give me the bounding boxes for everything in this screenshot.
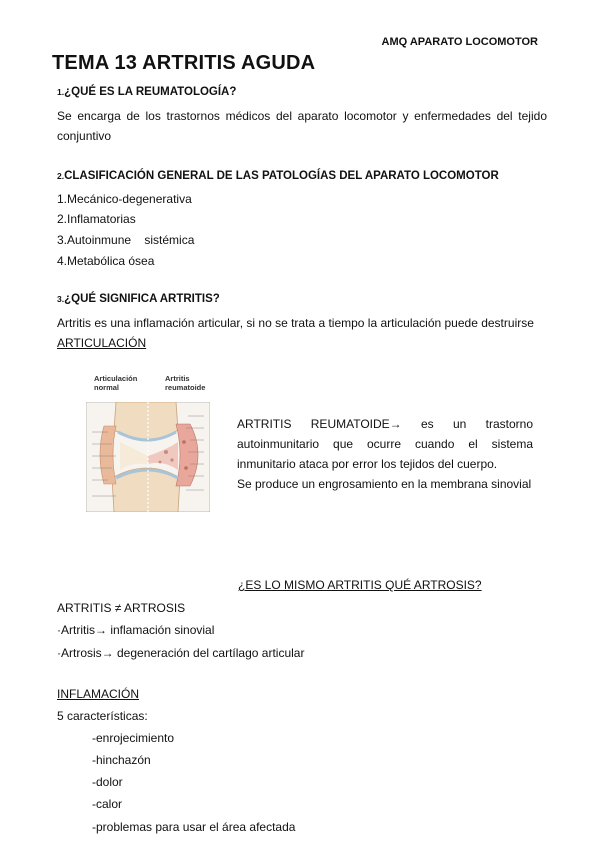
ra-definition: ARTRITIS REUMATOIDE→ es un trastorno autoinmunitario que ocurre cuando el sistema inmunitario ataca por error los tejidos del cuerpo. [237,417,533,471]
inflammation-dot [159,461,162,464]
inflammation-heading: INFLAMACIÓN [57,687,140,701]
classification-item-4: 4.Metabólica ósea [57,254,155,268]
characteristic-item: -enrojecimiento [92,731,175,745]
page-title: TEMA 13 ARTRITIS AGUDA [52,52,316,74]
comparison-line-2: ·Artritis→ inflamación sinovial [57,623,215,637]
section3-title: ¿QUÉ SIGNIFICA ARTRITIS? [64,293,220,305]
section1-number: 1. [57,87,65,97]
characteristic-item: -problemas para usar el área afectada [92,820,296,834]
rheumatoid-arthritis-text [237,414,533,494]
course-header: AMQ APARATO LOCOMOTOR [381,36,538,48]
articulation-subheading: ARTICULACIÓN [57,336,147,350]
classification-item-1: 1.Mecánico-degenerativa [57,192,192,206]
inflammation-dot [164,450,168,454]
classification-item-2: 2.Inflamatorias [57,212,136,226]
characteristic-item: -calor [92,797,123,811]
section3-number: 3. [57,294,65,304]
ra-synovial: Se produce un engrosamiento en la membrana sinovial [237,477,532,491]
section1-title: ¿QUÉ ES LA REUMATOLOGÍA? [64,86,237,98]
arthritis-vs-arthrosis-question: ¿ES LO MISMO ARTRITIS QUÉ ARTROSIS? [238,578,482,592]
section1-heading [57,86,236,98]
characteristic-item: -hinchazón [92,753,151,767]
figure-label-ra-line1: Artritis [165,374,190,383]
section3-text: Artritis es una inflamación articular, si no se trata a tiempo la articulación puede destruirse [57,316,534,330]
figure-label-normal-line1: Articulación [94,374,138,383]
section1-text: Se encarga de los trastornos médicos del aparato locomotor y enfermedades del tejido conjuntivo [57,109,547,143]
section2-title: CLASIFICACIÓN GENERAL DE LAS PATOLOGÍAS DEL APARATO LOCOMOTOR [64,170,499,182]
section3-heading [57,293,220,305]
inflammation-dot [184,466,188,470]
inflammation-intro: 5 características: [57,709,148,723]
figure-label-ra-line2: reumatoide [165,383,206,392]
characteristic-item: -dolor [92,775,123,789]
inflammation-dot [182,440,186,444]
comparison-line-3: ·Artrosis→ degeneración del cartílago articular [57,646,305,660]
inflammation-dot [170,458,173,461]
figure-label-normal-line2: normal [94,383,120,392]
section2-heading [57,170,499,182]
comparison-line-1: ARTRITIS ≠ ARTROSIS [57,601,186,615]
figure-label-ra [165,374,205,392]
joint-illustration [86,402,210,512]
classification-item-3: 3.Autoinmune sistémica [57,233,195,247]
joint-diagram-svg [86,402,210,512]
section2-number: 2. [57,171,65,181]
figure-label-normal [94,374,137,392]
